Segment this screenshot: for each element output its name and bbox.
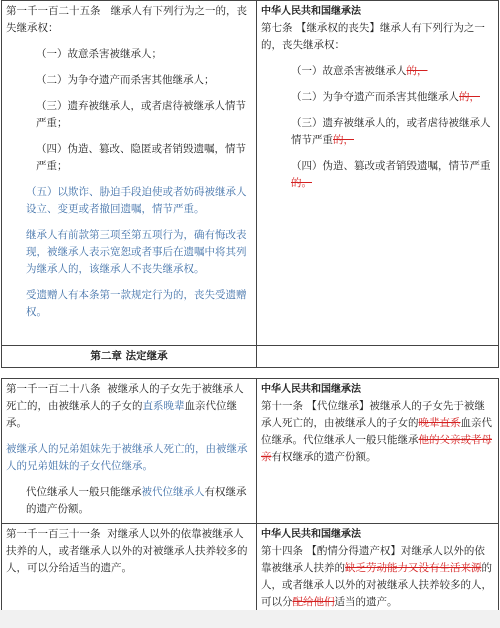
civil-code-cell-1128: [2, 379, 257, 524]
article-1125: [6, 3, 252, 37]
deleted-text: 缺乏劳动能力又没有生活来源: [345, 562, 482, 574]
article-1131: 第一千一百三十一条 对继承人以外的依靠被继承人扶养的人，或者继承人以外的对被继承人扶养较多的人，可以分给适当的遗产。: [6, 528, 248, 574]
civil-code-cell-1125: [2, 1, 257, 346]
article-head: 第十四条: [261, 545, 303, 557]
article-1128: 第一千一百二十八条 被继承人的子女先于被继承人死亡的，由被继承人的子女的直系晚辈血亲代位继承。: [6, 383, 244, 429]
chapter-heading: 第二章 法定继承: [2, 346, 257, 368]
old-item-3: （三）遗弃被继承人的，或者虐待被继承人情节严重的，: [291, 117, 491, 146]
inheritance-law-cell-14: [257, 524, 499, 614]
bottom-edge: [0, 610, 500, 628]
deleted-text: 的，: [333, 134, 354, 146]
changed-text: 直系晚辈: [142, 400, 185, 412]
article-head: 第一千一百三十一条: [6, 528, 101, 540]
changed-text: 被代位继承人: [141, 486, 205, 498]
civil-code-cell-1131: [2, 524, 257, 614]
article-tag: 【继承权的丧失】: [295, 22, 380, 34]
item-3: （三）遗弃被继承人，或者虐待被继承人情节严重；: [36, 100, 246, 129]
law-title: 中华人民共和国继承法: [261, 384, 361, 395]
article-14: 第十四条 【酌情分得遗产权】对继承人以外的依靠被继承人扶养的缺乏劳动能力又没有生活来源的人，或者继承人以外的对被继承人扶养较多的人，可以分配给他们适当的遗产。: [261, 545, 492, 608]
deleted-text: 他的父亲或者母亲: [261, 434, 492, 463]
article-head: 第一千一百二十八条: [6, 383, 101, 395]
law-title: 中华人民共和国继承法: [261, 529, 361, 540]
deleted-text: 的，: [459, 91, 480, 103]
item-5-new: （五）以欺诈、胁迫手段迫使或者妨碍被继承人设立、变更或者撤回遗嘱，情节严重。: [26, 186, 247, 215]
article-7: [261, 20, 494, 54]
deleted-text: 的。: [291, 177, 312, 189]
item-4: （四）伪造、篡改、隐匿或者销毁遗嘱，情节严重；: [36, 143, 246, 172]
article-text: 继承人有下列行为之一的，丧失继承权：: [261, 22, 485, 51]
comparison-table-1: [1, 0, 499, 368]
comparison-table-2: [1, 378, 499, 614]
law-title: 中华人民共和国继承法: [261, 6, 361, 17]
deleted-text: 晚辈直系: [418, 417, 461, 429]
article-head: 第七条: [261, 22, 293, 34]
article-tag: 【酌情分得遗产权】: [306, 545, 401, 557]
new-paragraph-forgiveness: 继承人有前款第三项至第五项行为，确有悔改表现，被继承人表示宽恕或者事后在遗嘱中将其列为继承人的，该继承人不丧失继承权。: [26, 229, 247, 275]
article-head: 第十一条: [261, 400, 303, 412]
item-2: （二）为争夺遗产而杀害其他继承人；: [36, 74, 215, 86]
old-item-1: （一）故意杀害被继承人的，: [291, 65, 428, 77]
inheritance-law-cell-7: [257, 1, 499, 346]
old-item-4: （四）伪造、篡改或者销毁遗嘱，情节严重的。: [291, 160, 491, 189]
article-1128-last: 代位继承人一般只能继承被代位继承人有权继承的遗产份额。: [26, 486, 247, 515]
new-paragraph-siblings: 被继承人的兄弟姐妹先于被继承人死亡的，由被继承人的兄弟姐妹的子女代位继承。: [6, 443, 248, 472]
article-head: 第一千一百二十五条: [6, 5, 101, 17]
new-paragraph-legatee: 受遗赠人有本条第一款规定行为的，丧失受遗赠权。: [26, 289, 247, 318]
inheritance-law-cell-11: [257, 379, 499, 524]
article-tag: 【代位继承】: [306, 400, 370, 412]
deleted-text: 配给他们: [292, 596, 335, 608]
old-item-2: （二）为争夺遗产而杀害其他继承人的，: [291, 91, 480, 103]
article-text: 继承人有下列行为之一的，丧失继承权：: [6, 5, 248, 34]
article-11: 第十一条 【代位继承】被继承人的子女先于被继承人死亡的，由被继承人的子女的晚辈直系血亲代位继承。代位继承人一般只能继承他的父亲或者母亲有权继承的遗产份额。: [261, 400, 492, 463]
item-1: （一）故意杀害被继承人；: [36, 48, 162, 60]
deleted-text: 的，: [406, 65, 428, 77]
empty-cell: [257, 346, 499, 368]
